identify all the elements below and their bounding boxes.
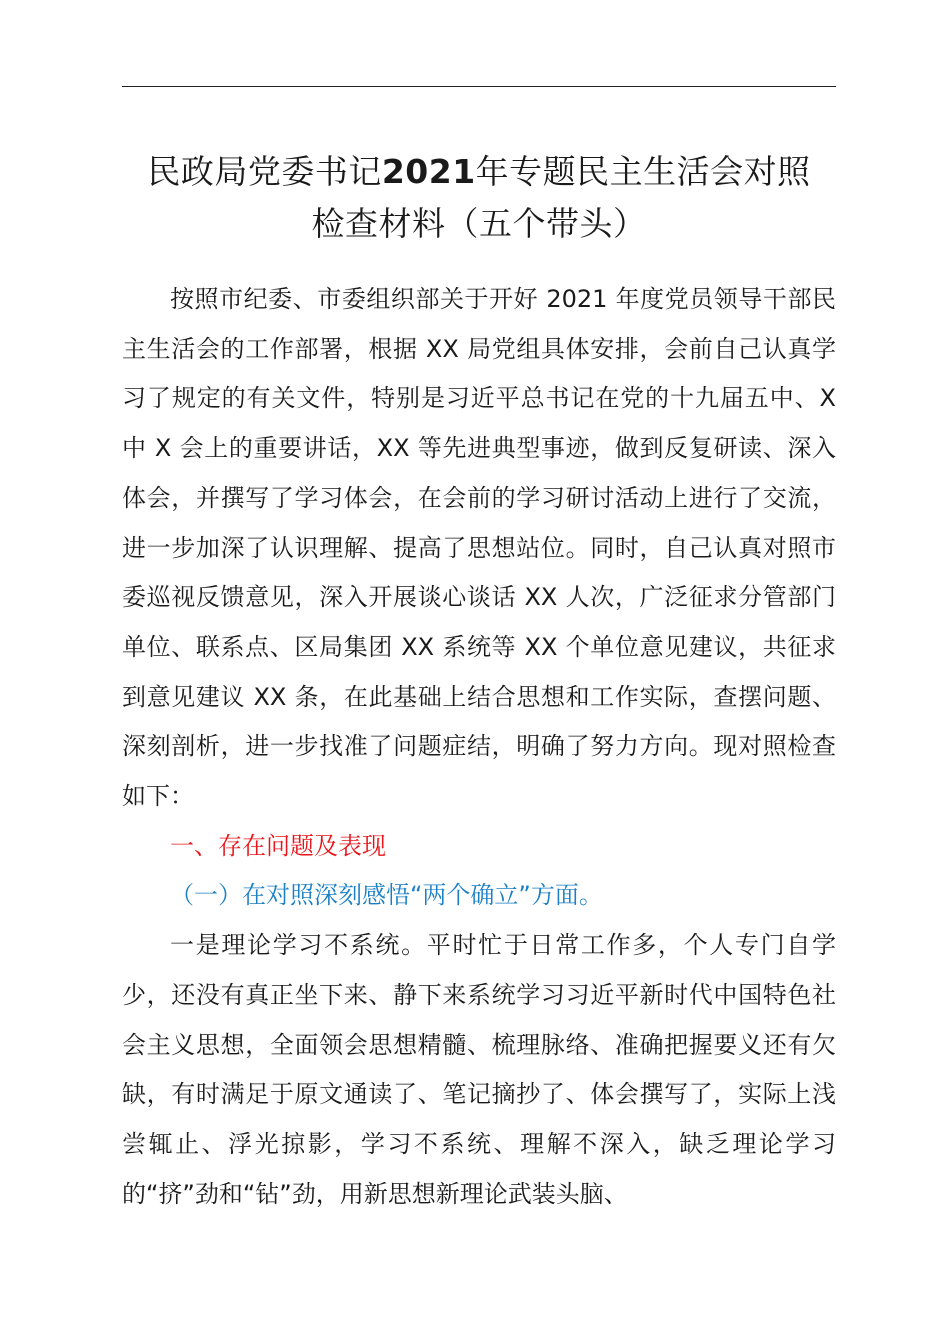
point-paragraph: 一是理论学习不系统。平时忙于日常工作多，个人专门自学少，还没有真正坐下来、静下来系统学习习近平新时代中国特色社会主义思想，全面领会思想精髓、梳理脉络、准确把握要义还有欠缺，有时满足于原文通读了、笔记摘抄了、体会撰写了，实际上浅尝辄止、浮光掠影，学习不系统、理解不深入，缺乏理论学习的“挤”劲和“钻”劲，用新思想新理论武装头脑、: [122, 931, 836, 1208]
document-title: [100, 146, 858, 250]
title-suffix: 年专题民主生活会对照: [475, 152, 811, 191]
title-year: 2021: [381, 152, 476, 191]
intro-paragraph: 按照市纪委、市委组织部关于开好 2021 年度党员领导干部民主生活会的工作部署，根据 XX 局党组具体安排，会前自己认真学习了规定的有关文件，特别是习近平总书记在党的十九届五中、X 中 X 会上的重要讲话，XX 等先进典型事迹，做到反复研读、深入体会，并撰写了学习体会，在会前的学习研讨活动上进行了交流，进一步加深了认识理解、提高了思想站位。同时，自己认真对照市委巡视反馈意见，深入开展谈心谈话 XX 人次，广泛征求分管部门单位、联系点、区局集团 XX 系统等 XX 个单位意见建议，共征求到意见建议 XX 条，在此基础上结合思想和工作实际，查摆问题、深刻剖析，进一步找准了问题症结，明确了努力方向。现对照检查如下：: [122, 285, 836, 811]
subsection-heading: （一）在对照深刻感悟“两个确立”方面。: [170, 881, 603, 910]
title-line-2: 检查材料（五个带头）: [311, 204, 647, 243]
document-body: [122, 275, 836, 1219]
title-prefix: 民政局党委书记: [147, 152, 382, 191]
title-line-1: [100, 146, 858, 198]
section-heading: 一、存在问题及表现: [170, 831, 386, 860]
header-rule: [122, 86, 836, 87]
